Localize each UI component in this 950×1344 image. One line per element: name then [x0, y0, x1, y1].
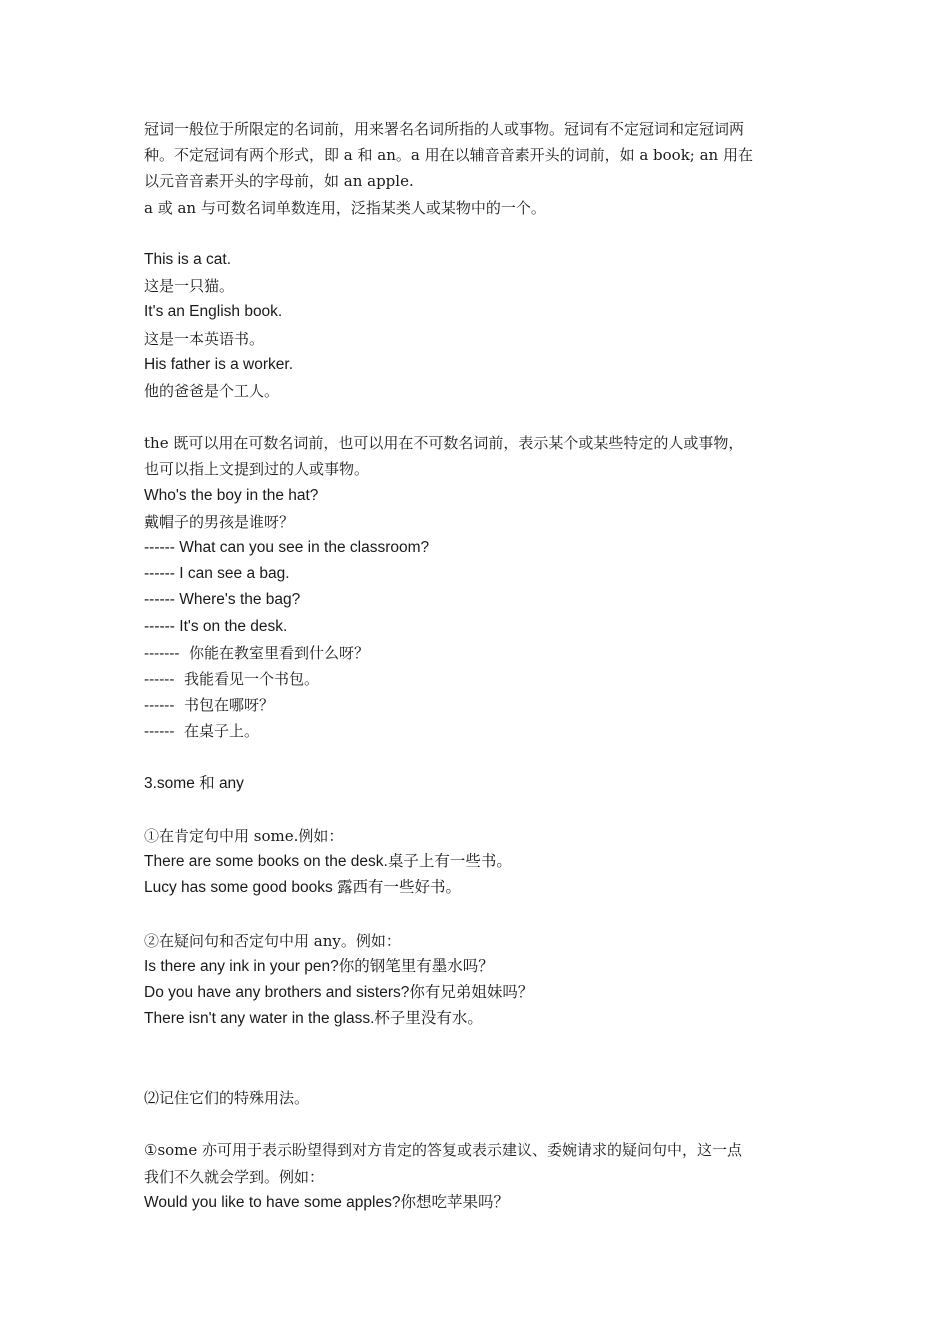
paragraph-gap: [144, 1111, 814, 1137]
text-line: 以元音音素开头的字母前，如 an apple.: [144, 172, 414, 191]
text-line: 冠词一般位于所限定的名词前，用来署名名词所指的人或事物。冠词有不定冠词和定冠词两: [144, 120, 745, 138]
rule-line: ①在肯定句中用 some.例如：: [144, 827, 344, 846]
dialogue-line: ------ Where's the bag?: [144, 591, 301, 609]
dialogue-line: ------ 书包在哪呀？: [144, 696, 274, 715]
text-line: the 既可以用在可数名词前，也可以用在不可数名词前，表示某个或某些特定的人或事物，: [144, 434, 744, 453]
dialogue-line: ------ What can you see in the classroom?: [144, 539, 430, 556]
special-section: [144, 1137, 814, 1216]
paragraph-gap: [144, 221, 814, 247]
rule-line: 我们不久就会学到。例如：: [144, 1167, 325, 1186]
example-chinese: 这是一本英语书。: [144, 329, 265, 348]
rule-line: ①some 亦可用于表示盼望得到对方肯定的答复或表示建议、委婉请求的疑问句中，这一点: [144, 1141, 743, 1160]
any-section: [144, 928, 814, 1033]
dialogue-line: ------ 在桌子上。: [144, 722, 259, 741]
example-english: His father is a worker.: [144, 355, 294, 373]
text-line: 种。不定冠词有两个形式，即 a 和 an。a 用在以辅音音素开头的词前，如 a book; an 用在: [144, 146, 753, 165]
text-line: a 或 an 与可数名词单数连用，泛指某类人或某物中的一个。: [144, 198, 546, 217]
example-chinese: 戴帽子的男孩是谁呀？: [144, 512, 295, 531]
example-line: There are some books on the desk.桌子上有一些书。: [144, 853, 512, 871]
rule-line: ②在疑问句和否定句中用 any。例如：: [144, 931, 401, 950]
paragraph-gap: [144, 1033, 814, 1085]
example-line: There isn't any water in the glass.杯子里没有水。: [144, 1010, 483, 1028]
example-chinese: 这是一只猫。: [144, 277, 235, 296]
example-line: Would you like to have some apples?你想吃苹果吗？: [144, 1193, 509, 1211]
example-english: Who's the boy in the hat?: [144, 486, 319, 504]
example-line: Do you have any brothers and sisters?你有兄弟姐妹吗？: [144, 984, 534, 1002]
example-chinese: 他的爸爸是个工人。: [144, 381, 280, 400]
paragraph-gap: [144, 745, 814, 771]
example-line: Lucy has some good books 露西有一些好书。: [144, 879, 462, 897]
paragraph-gap: [144, 404, 814, 430]
paragraph-gap: [144, 797, 814, 823]
examples-a-an: [144, 247, 814, 404]
dialogue-line: ------- 你能在教室里看到什么呀？: [144, 643, 370, 662]
example-english: This is a cat.: [144, 250, 231, 268]
the-section: [144, 430, 814, 744]
dialogue-line: ------ It's on the desk.: [144, 617, 288, 635]
text-line: 也可以指上文提到过的人或事物。: [144, 460, 370, 479]
paragraph-gap: [144, 902, 814, 928]
example-line: Is there any ink in your pen?你的钢笔里有墨水吗？: [144, 958, 494, 975]
document-page: [144, 116, 814, 1216]
intro-paragraph: [144, 116, 814, 221]
some-section: [144, 823, 814, 902]
section-heading: 3.some 和 any: [144, 774, 244, 792]
section-heading: ⑵记住它们的特殊用法。: [144, 1088, 310, 1107]
dialogue-line: ------ I can see a bag.: [144, 565, 290, 583]
dialogue-line: ------ 我能看见一个书包。: [144, 669, 319, 688]
example-english: It's an English book.: [144, 303, 283, 321]
